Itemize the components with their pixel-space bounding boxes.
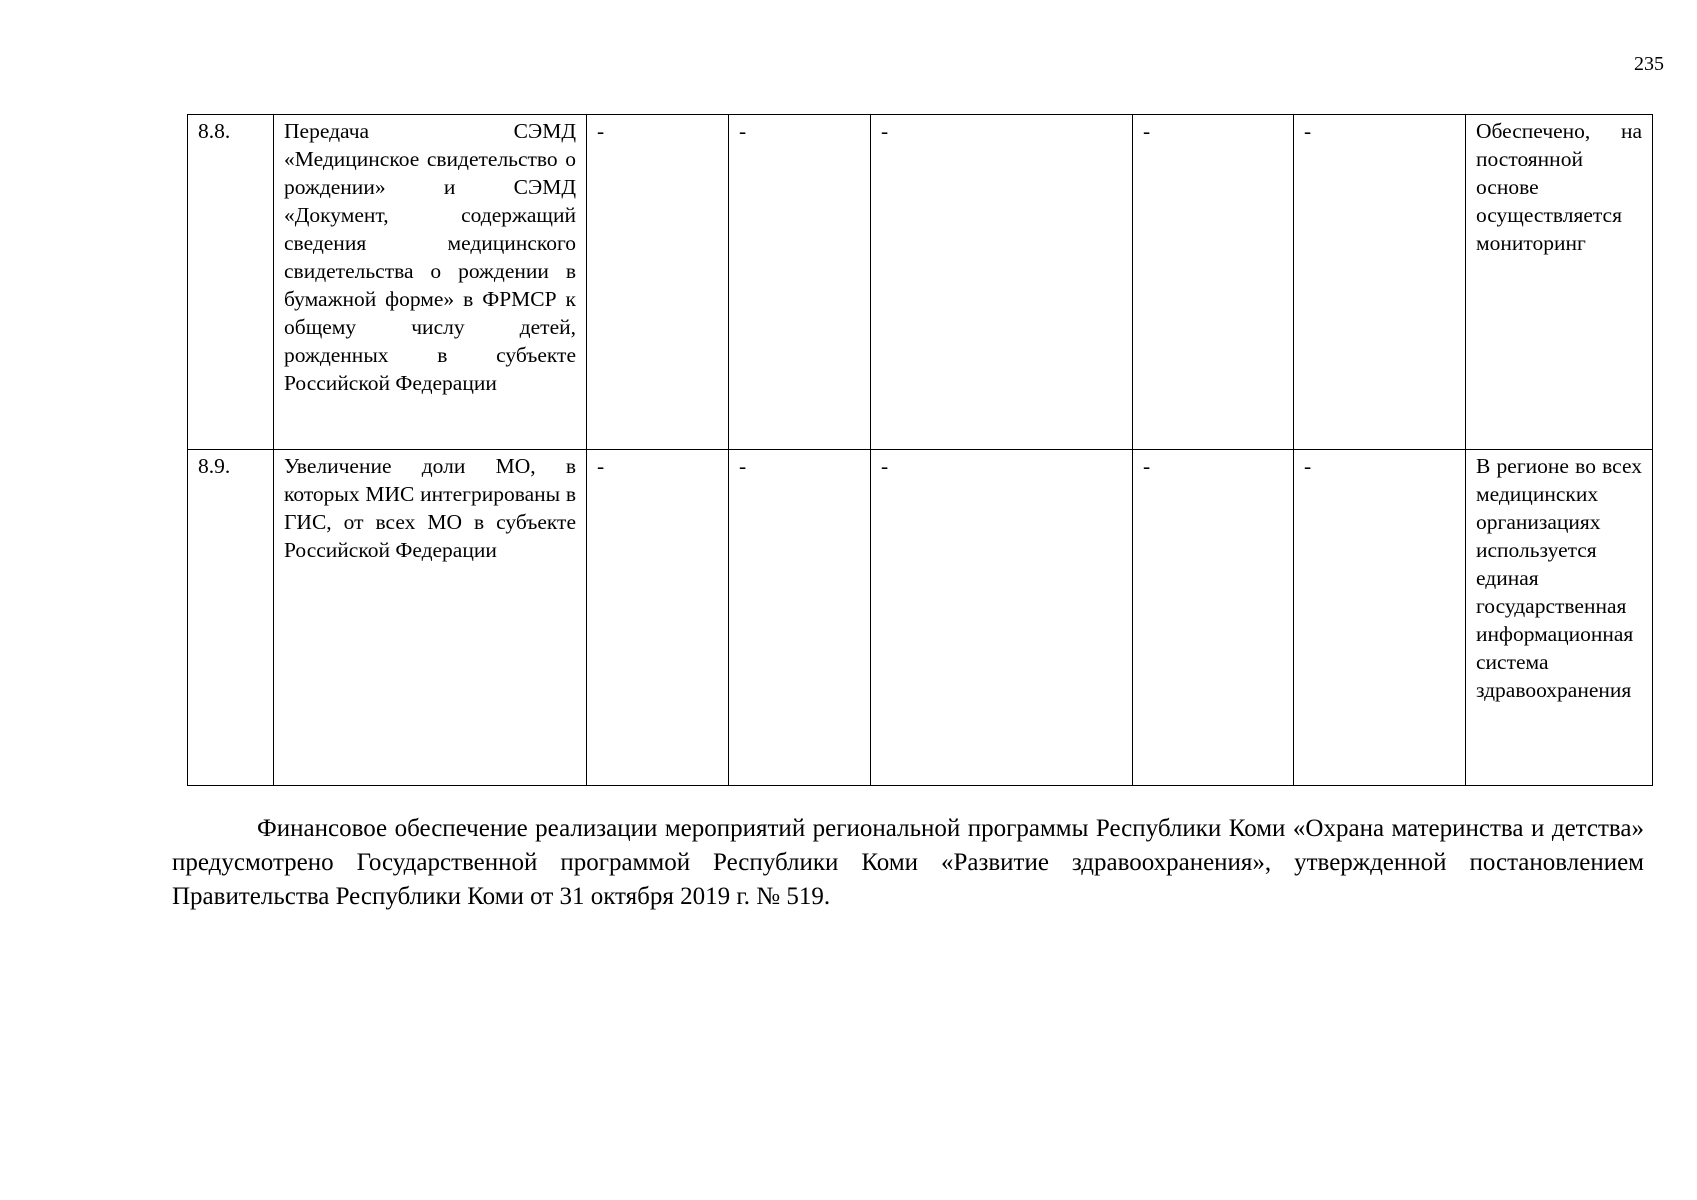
value-cell: -	[587, 450, 729, 786]
value-cell: -	[729, 450, 871, 786]
row-number-cell: 8.9.	[188, 450, 274, 786]
value-cell: -	[1294, 450, 1466, 786]
indicators-table	[187, 114, 1653, 786]
status-cell: Обеспечено, на постоянной основе осуществляется мониторинг	[1466, 115, 1653, 450]
financing-paragraph: Финансовое обеспечение реализации мероприятий региональной программы Республики Коми «Охрана материнства и детства» предусмотрено Государственной программой Республики Коми «Развитие здравоохранения», утвержденной постановлением Правительства Республики Коми от 31 октября 2019 г. № 519.	[172, 815, 1644, 910]
page-number: 235	[1634, 53, 1664, 75]
status-cell: В регионе во всех медицинских организациях используется единая государственная информационная система здравоохранения	[1466, 450, 1653, 786]
value-cell: -	[871, 115, 1133, 450]
table-row	[188, 115, 1653, 450]
value-cell: -	[587, 115, 729, 450]
row-number-cell: 8.8.	[188, 115, 274, 450]
value-cell: -	[1133, 450, 1294, 786]
value-cell: -	[1294, 115, 1466, 450]
table-row	[188, 450, 1653, 786]
value-cell: -	[1133, 115, 1294, 450]
indicator-description-cell: Увеличение доли МО, в которых МИС интегрированы в ГИС, от всех МО в субъекте Российской Федерации	[274, 450, 587, 786]
value-cell: -	[729, 115, 871, 450]
value-cell: -	[871, 450, 1133, 786]
indicator-description-cell: Передача СЭМД «Медицинское свидетельство о рождении» и СЭМД «Документ, содержащий сведения медицинского свидетельства о рождении в бумажной форме» в ФРМСР к общему числу детей, рожденных в субъекте Российской Федерации	[274, 115, 587, 450]
